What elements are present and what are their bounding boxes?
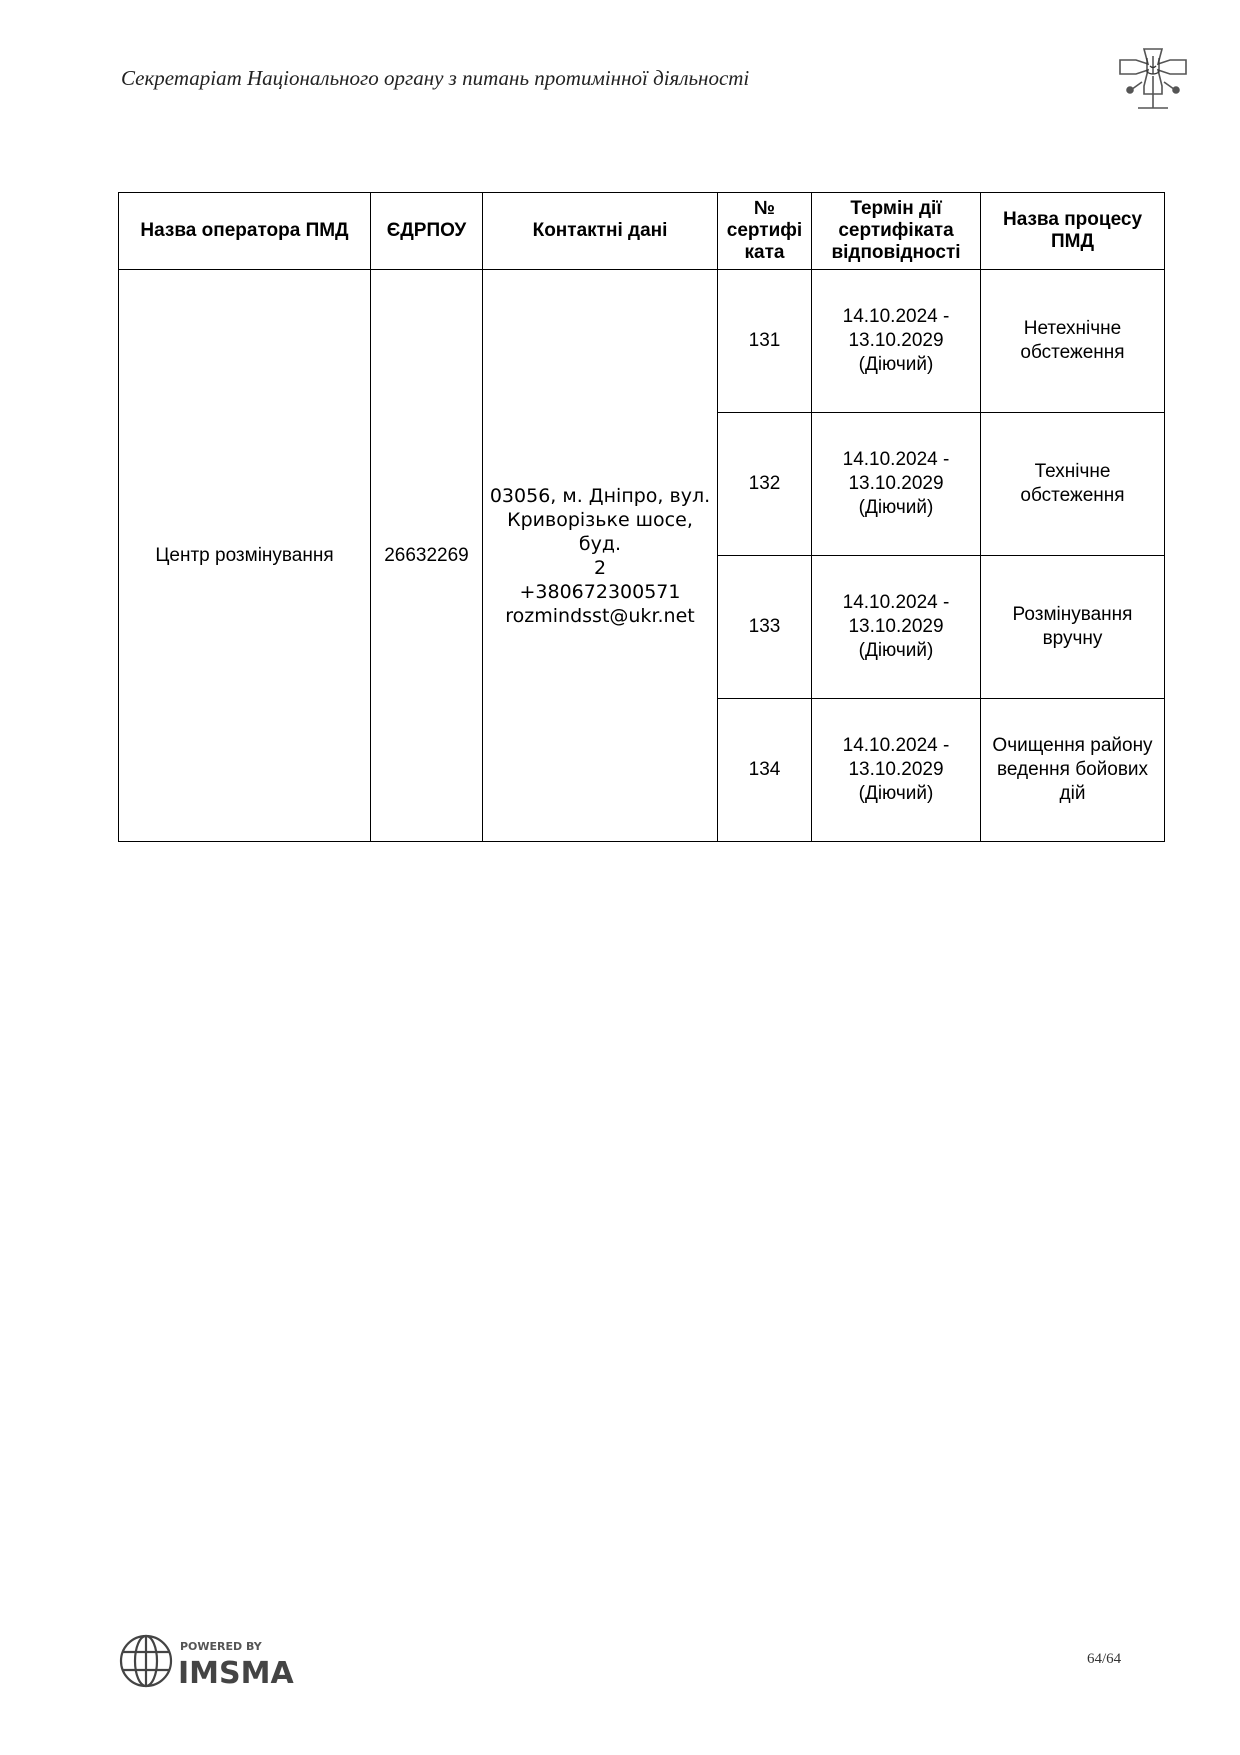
logo-imsma: IMSMA [178,1656,294,1691]
header-operator-name: Назва оператора ПМД [119,193,371,270]
contact-phone: +380672300571 [519,580,681,603]
page-header-title: Секретаріат Національного органу з питань протимінної діяльності [121,66,750,90]
contact-address-line-3: 2 [593,556,607,579]
table-row [119,270,1165,413]
operator-name-cell: Центр розмінування [119,270,371,842]
header-cert-term: Термін дії сертифіката відповідності [812,193,981,270]
process-name-cell: Нетехнічне обстеження [981,270,1165,413]
edrpou-cell: 26632269 [371,270,483,842]
cert-term-cell: 14.10.2024 - 13.10.2029 (Діючий) [812,699,981,842]
header-process-name: Назва процесу ПМД [981,193,1165,270]
contact-email: rozmindsst@ukr.net [505,604,695,627]
cert-number-cell: 133 [718,556,812,699]
contact-address-line-2: Криворізьке шосе, буд. [507,508,693,555]
cert-term-cell: 14.10.2024 - 13.10.2029 (Діючий) [812,556,981,699]
process-name-cell: Розмінування вручну [981,556,1165,699]
cert-number-cell: 134 [718,699,812,842]
military-cross-trident-icon [1118,46,1188,112]
logo-powered-by: POWERED BY [180,1640,262,1653]
process-name-cell: Очищення району ведення бойових дій [981,699,1165,842]
process-name-cell: Технічне обстеження [981,413,1165,556]
cert-number-cell: 132 [718,413,812,556]
page-number: 64/64 [1087,1651,1122,1667]
imsma-logo [118,1631,294,1691]
globe-icon [121,1636,171,1686]
header-cert-number: № сертифі ката [718,193,812,270]
cert-term-cell: 14.10.2024 - 13.10.2029 (Діючий) [812,270,981,413]
contact-address-line-1: 03056, м. Дніпро, вул. [489,484,711,507]
contact-cell [483,270,718,842]
cert-term-cell: 14.10.2024 - 13.10.2029 (Діючий) [812,413,981,556]
operators-table [118,192,1165,842]
table-header-row [119,193,1165,270]
header-contact: Контактні дані [483,193,718,270]
header-edrpou: ЄДРПОУ [371,193,483,270]
cert-number-cell: 131 [718,270,812,413]
